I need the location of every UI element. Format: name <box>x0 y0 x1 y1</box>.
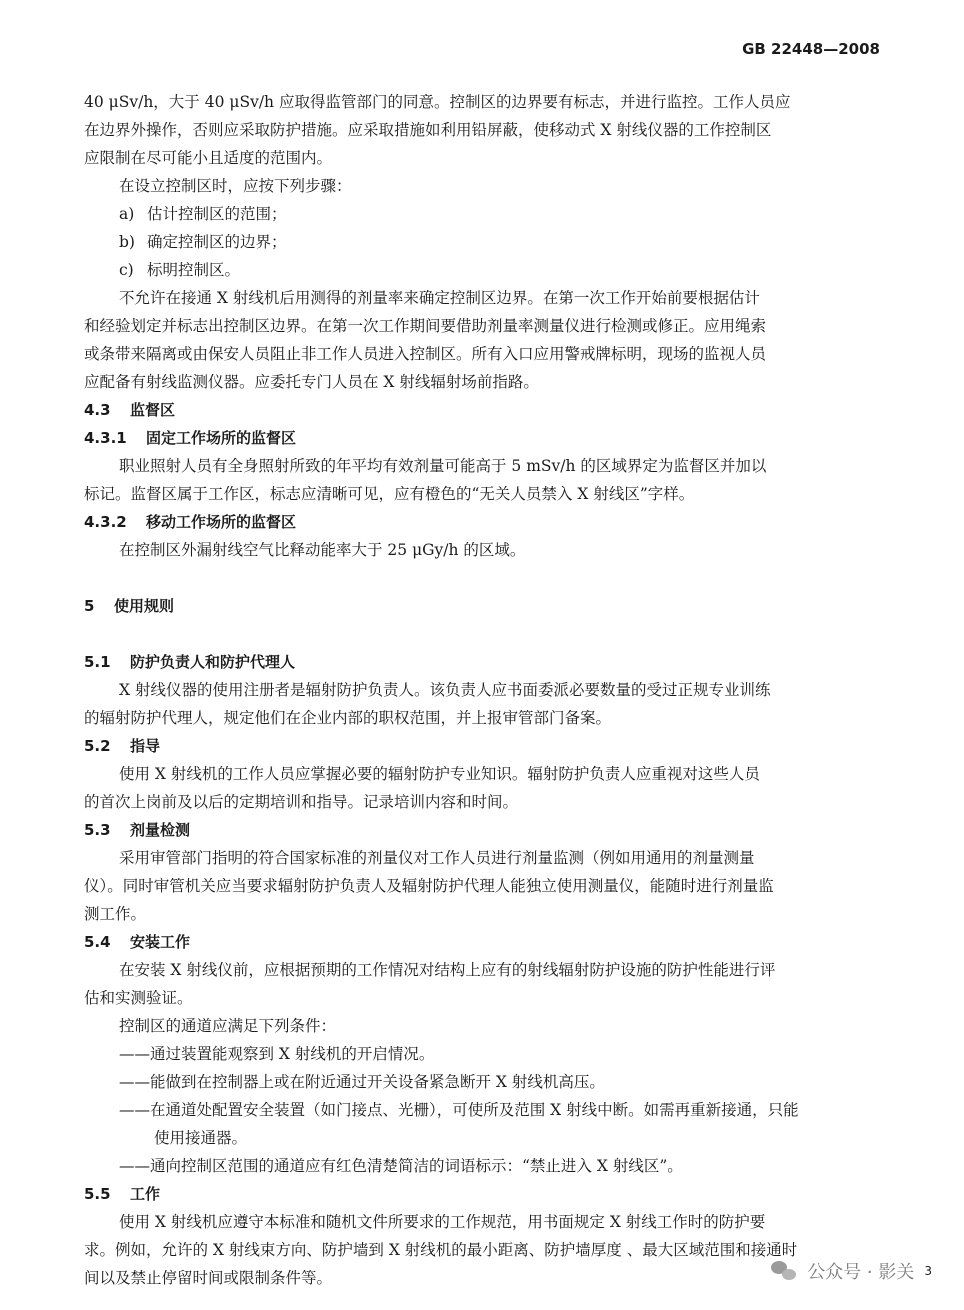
paragraph-line: 应配备有射线监测仪器。应委托专门人员在 X 射线辐射场前指路。 <box>84 373 539 391</box>
paragraph: 在设立控制区时，应按下列步骤： <box>119 177 352 195</box>
section-heading: 5.4 安装工作 <box>84 933 191 951</box>
subsection-heading: 4.3.1 固定工作场所的监督区 <box>84 429 297 447</box>
page-footer <box>771 1258 934 1284</box>
paragraph-line: 不允许在接通 X 射线机后用测得的剂量率来确定控制区边界。在第一次工作开始前要根据估计 <box>119 289 760 307</box>
paragraph-line: 标记。监督区属于工作区，标志应清晰可见，应有橙色的“无关人员禁入 X 射线区”字样。 <box>84 485 695 503</box>
subsection-heading: 4.3.2 移动工作场所的监督区 <box>84 513 297 531</box>
paragraph-line: 的辐射防护代理人，规定他们在企业内部的职权范围，并上报审管部门备案。 <box>84 709 612 727</box>
section-heading: 4.3 监督区 <box>84 401 176 419</box>
paragraph-line: 职业照射人员有全身照射所致的年平均有效剂量可能高于 5 mSv/h 的区域界定为监督区并加以 <box>119 457 767 475</box>
dash-item-continuation: 使用接通器。 <box>154 1129 248 1147</box>
list-item: b) 确定控制区的边界； <box>119 233 287 251</box>
dash-item: ——在通道处配置安全装置（如门接点、光栅），可使所及范围 X 射线中断。如需再重新接通，只能 <box>119 1101 799 1119</box>
paragraph-line: 使用 X 射线机的工作人员应掌握必要的辐射防护专业知识。辐射防护负责人应重视对这些人员 <box>119 765 760 783</box>
paragraph-line: 求。例如，允许的 X 射线束方向、防护墙到 X 射线机的最小距离、防护墙厚度 、最大区域范围和接通时 <box>84 1241 798 1259</box>
wechat-icon <box>771 1260 797 1282</box>
dash-item: ——能做到在控制器上或在附近通过开关设备紧急断开 X 射线机高压。 <box>119 1073 605 1091</box>
paragraph-line: X 射线仪器的使用注册者是辐射防护负责人。该负责人应书面委派必要数量的受过正规专业训练 <box>119 681 771 699</box>
paragraph: 在控制区外漏射线空气比释动能率大于 25 μGy/h 的区域。 <box>119 541 526 559</box>
paragraph-line: 在边界外操作，否则应采取防护措施。应采取措施如利用铅屏蔽，使移动式 X 射线仪器的工作控制区 <box>84 121 772 139</box>
list-item: c) 标明控制区。 <box>119 261 241 279</box>
watermark-text: 公众号 · 影关 <box>807 1262 915 1283</box>
dash-item: ——通向控制区范围的通道应有红色清楚简洁的词语标示：“禁止进入 X 射线区”。 <box>119 1157 683 1175</box>
section-heading: 5.3 剂量检测 <box>84 821 191 839</box>
paragraph-line: 的首次上岗前及以后的定期培训和指导。记录培训内容和时间。 <box>84 793 519 811</box>
paragraph-line: 和经验划定并标志出控制区边界。在第一次工作期间要借助剂量率测量仪进行检测或修正。应用绳索 <box>84 317 767 335</box>
paragraph-line: 或条带来隔离或由保安人员阻止非工作人员进入控制区。所有入口应用警戒牌标明，现场的监视人员 <box>84 345 767 363</box>
paragraph-line: 仪）。同时审管机关应当要求辐射防护负责人及辐射防护代理人能独立使用测量仪，能随时进行剂量监 <box>84 877 774 895</box>
chapter-heading: 5 使用规则 <box>84 597 175 615</box>
paragraph-line: 在安装 X 射线仪前，应根据预期的工作情况对结构上应有的射线辐射防护设施的防护性能进行评 <box>119 961 776 979</box>
paragraph-line: 测工作。 <box>84 905 147 923</box>
section-heading: 5.2 指导 <box>84 737 161 755</box>
list-item: a) 估计控制区的范围； <box>119 205 287 223</box>
document-code: GB 22448—2008 <box>742 40 880 58</box>
section-heading: 5.5 工作 <box>84 1185 161 1203</box>
dash-item: ——通过装置能观察到 X 射线机的开启情况。 <box>119 1045 435 1063</box>
paragraph-line: 40 μSv/h，大于 40 μSv/h 应取得监管部门的同意。控制区的边界要有标志，并进行监控。工作人员应 <box>84 93 791 111</box>
page-number: 3 <box>924 1264 932 1278</box>
paragraph-line: 间以及禁止停留时间或限制条件等。 <box>84 1269 333 1287</box>
section-heading: 5.1 防护负责人和防护代理人 <box>84 653 296 671</box>
paragraph-line: 应限制在尽可能小且适度的范围内。 <box>84 149 333 167</box>
paragraph-line: 估和实测验证。 <box>84 989 193 1007</box>
paragraph-line: 采用审管部门指明的符合国家标准的剂量仪对工作人员进行剂量监测（例如用通用的剂量测量 <box>119 849 755 867</box>
paragraph-line: 使用 X 射线机应遵守本标准和随机文件所要求的工作规范，用书面规定 X 射线工作时的防护要 <box>119 1213 766 1231</box>
paragraph: 控制区的通道应满足下列条件： <box>119 1017 337 1035</box>
document-body <box>84 88 884 1292</box>
